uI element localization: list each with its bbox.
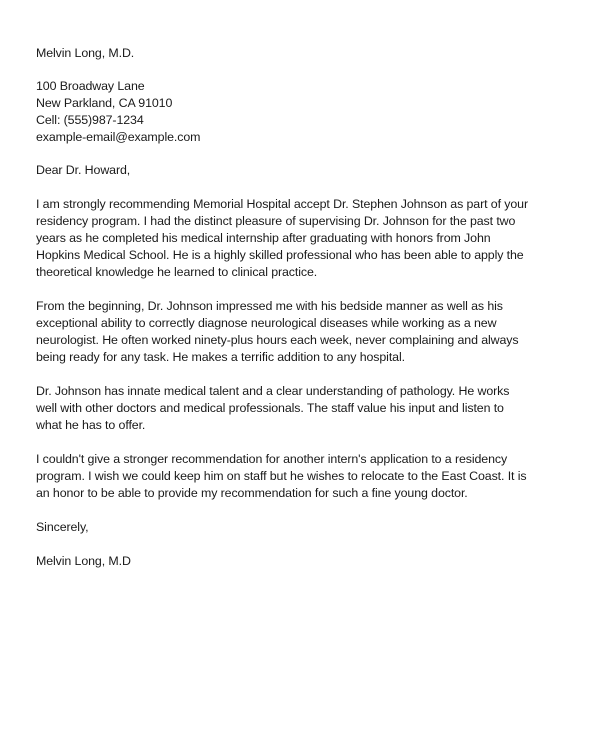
- paragraph-3: [36, 383, 556, 434]
- salutation-block: [36, 162, 556, 179]
- paragraph-line: residency program. I had the distinct pleasure of supervising Dr. Johnson for the past two: [36, 214, 516, 228]
- paragraph-line: Hopkins Medical School. He is a highly skilled professional who has been able to apply the: [36, 248, 524, 262]
- paragraph-line: well with other doctors and medical professionals. The staff value his input and listen to: [36, 401, 504, 415]
- paragraph-line: Dr. Johnson has innate medical talent and a clear understanding of pathology. He works: [36, 384, 510, 398]
- signature-block: [36, 553, 556, 570]
- paragraph-line: years as he completed his medical internship after graduating with honors from John: [36, 231, 491, 245]
- closing-block: [36, 519, 556, 536]
- paragraph-line: being ready for any task. He makes a terrific addition to any hospital.: [36, 350, 405, 364]
- salutation: Dear Dr. Howard,: [36, 163, 131, 177]
- sender-name: Melvin Long, M.D.: [36, 46, 135, 60]
- phone-number: Cell: (555)987-1234: [36, 113, 144, 127]
- address-line-2: New Parkland, CA 91010: [36, 96, 173, 110]
- paragraph-line: I couldn't give a stronger recommendation for another intern's application to a residency: [36, 452, 508, 466]
- paragraph-4: [36, 451, 556, 502]
- signature-name: Melvin Long, M.D: [36, 554, 131, 568]
- address-line-1: 100 Broadway Lane: [36, 79, 145, 93]
- paragraph-line: exceptional ability to correctly diagnose neurological diseases while working as a new: [36, 316, 497, 330]
- paragraph-2: [36, 298, 556, 366]
- recommendation-letter: [36, 45, 556, 570]
- paragraph-line: I am strongly recommending Memorial Hospital accept Dr. Stephen Johnson as part of your: [36, 197, 528, 211]
- paragraph-line: an honor to be able to provide my recommendation for such a fine young doctor.: [36, 486, 468, 500]
- paragraph-line: program. I wish we could keep him on staff but he wishes to relocate to the East Coast. It is: [36, 469, 527, 483]
- email-address: example-email@example.com: [36, 130, 201, 144]
- paragraph-1: [36, 196, 556, 281]
- paragraph-line: From the beginning, Dr. Johnson impressed me with his bedside manner as well as his: [36, 299, 503, 313]
- sender-address-block: [36, 78, 556, 146]
- sender-name-block: [36, 45, 556, 62]
- paragraph-line: neurologist. He often worked ninety-plus hours each week, never complaining and always: [36, 333, 519, 347]
- paragraph-line: theoretical knowledge he learned to clinical practice.: [36, 265, 318, 279]
- paragraph-line: what he has to offer.: [36, 418, 146, 432]
- closing: Sincerely,: [36, 520, 89, 534]
